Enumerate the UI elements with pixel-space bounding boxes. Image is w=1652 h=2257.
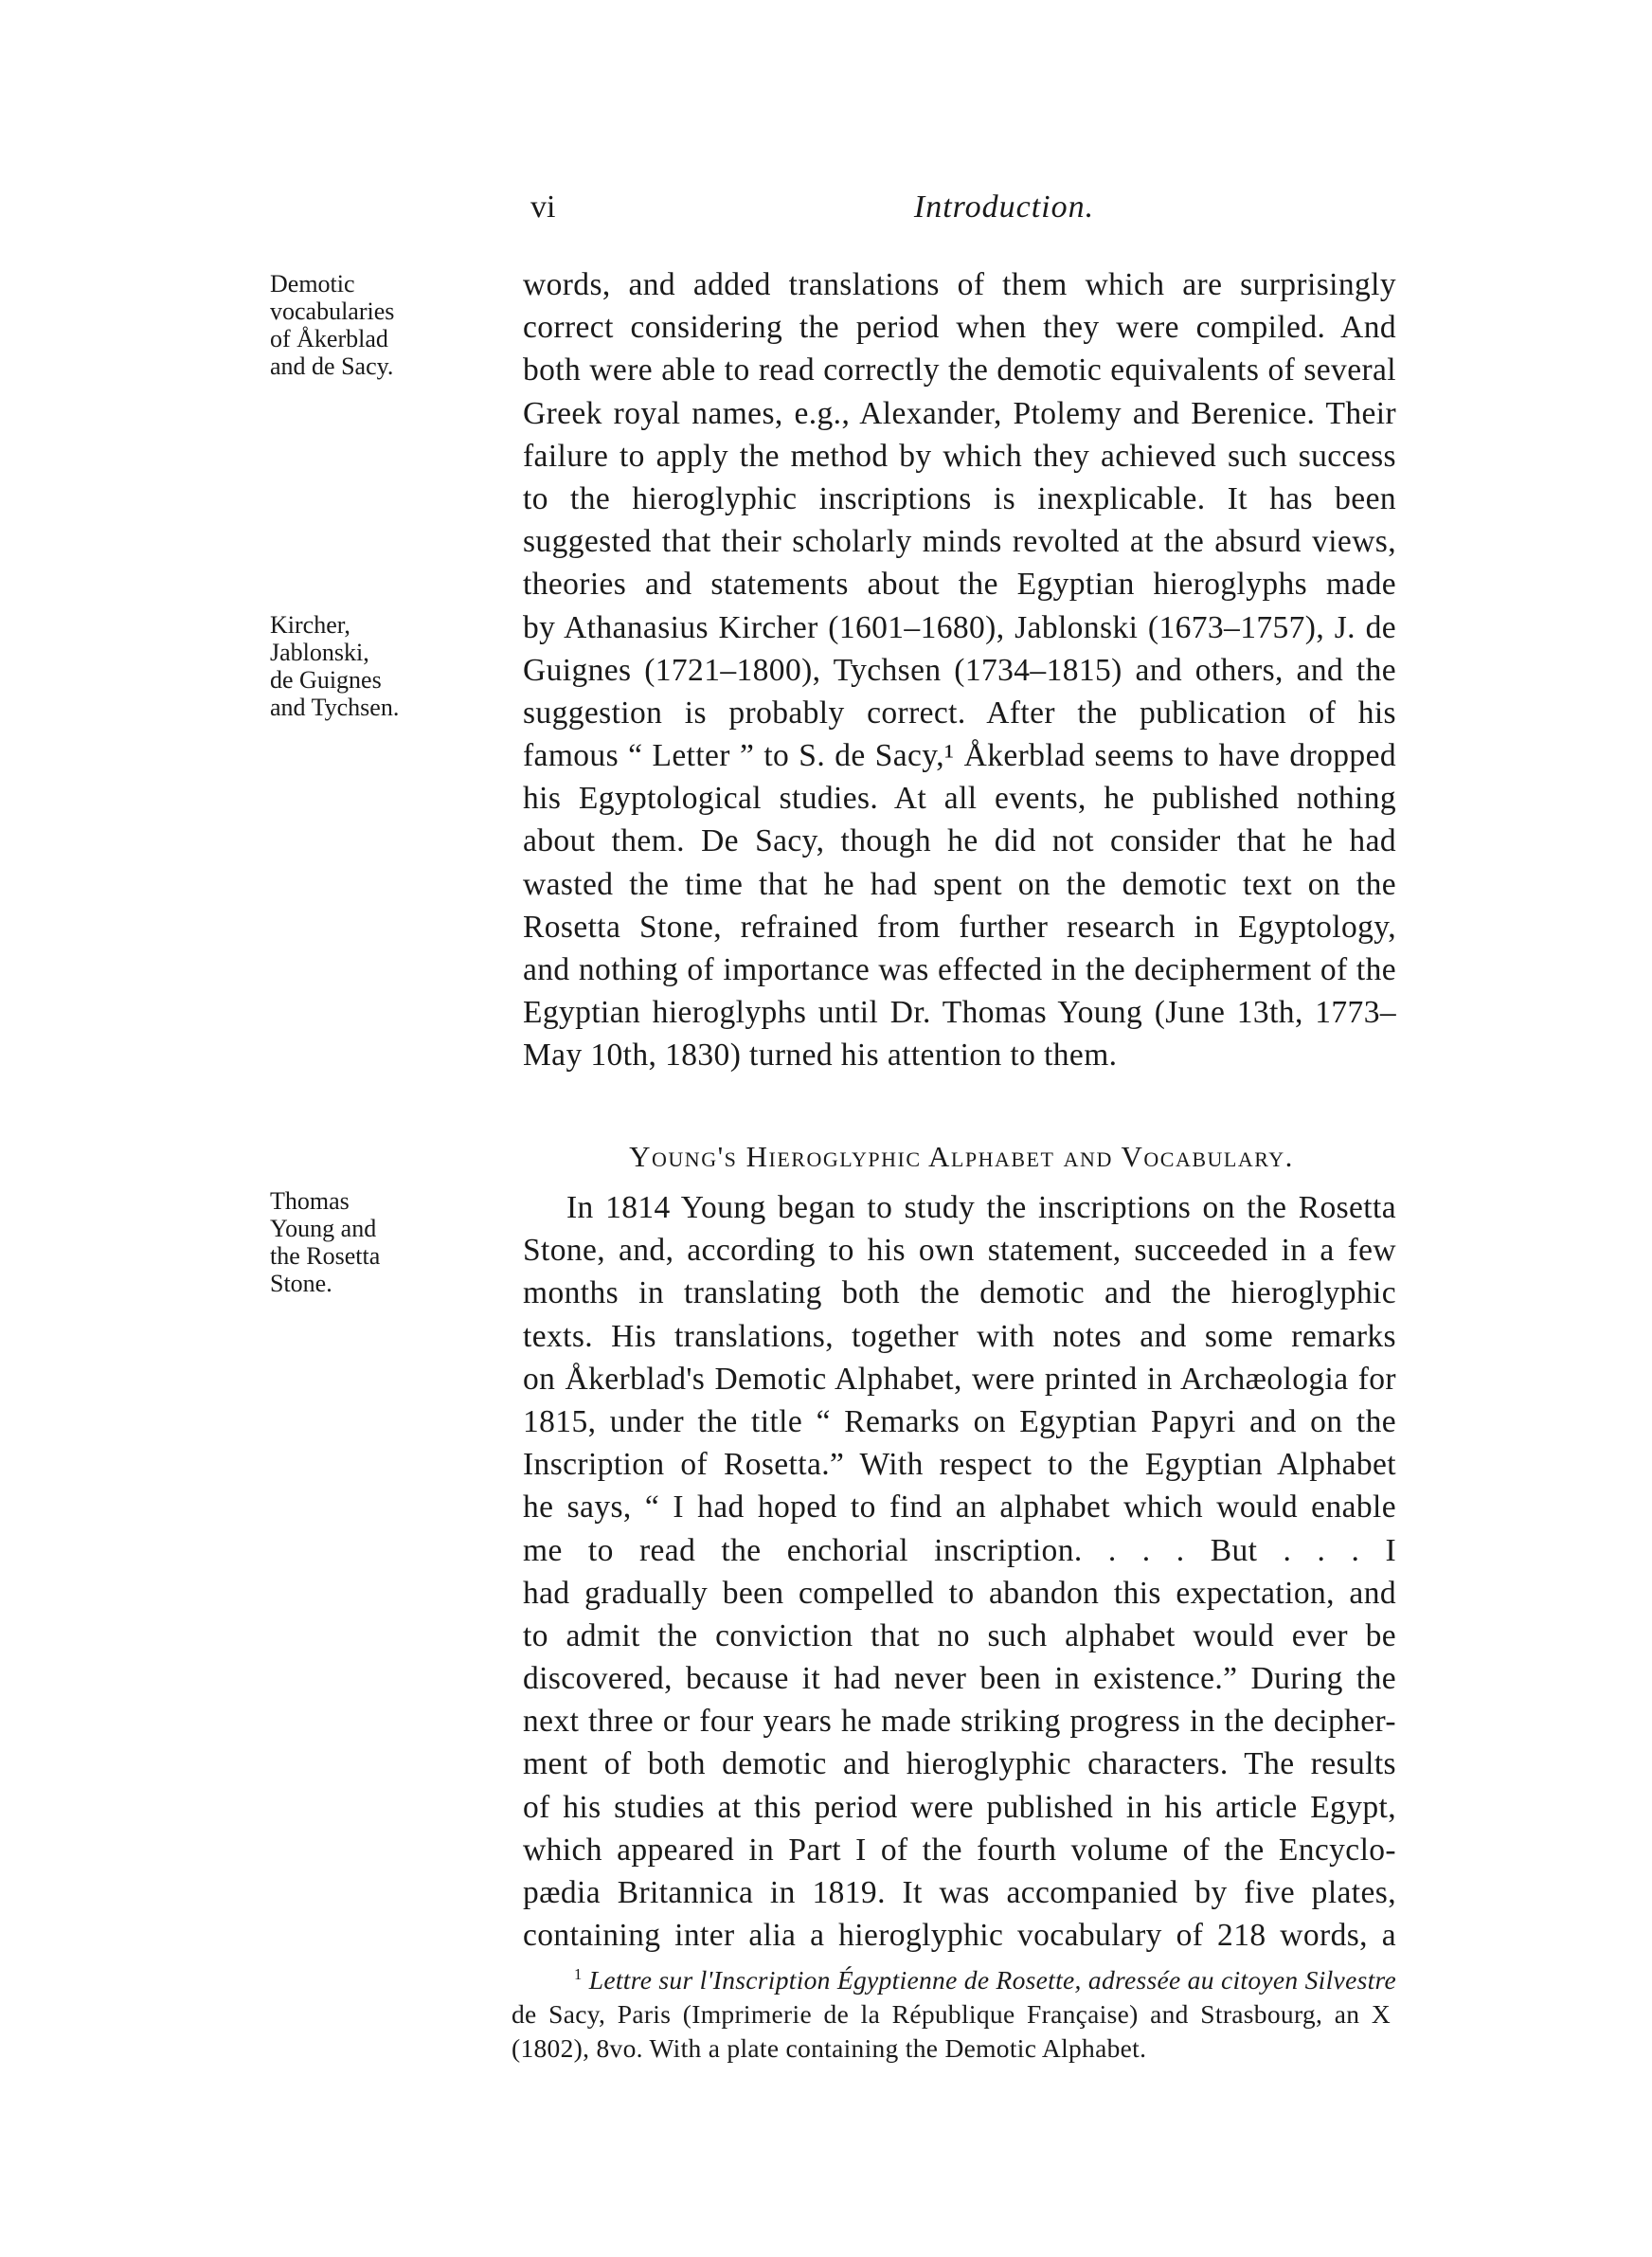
text-line: containing inter alia a hieroglyphic vocabulary of 218 words, a (523, 1918, 1396, 1954)
section-heading: Young's Hieroglyphic Alphabet and Vocabulary. (629, 1140, 1294, 1173)
margin-note-line: Jablonski, (270, 639, 369, 666)
text-line: texts. His translations, together with notes and some remarks (523, 1318, 1396, 1354)
text-line: failure to apply the method by which they achieved such success (523, 438, 1396, 474)
text-line: Stone, and, according to his own statement, succeeded in a few (523, 1233, 1396, 1269)
margin-note-thomas-young (270, 1187, 497, 1297)
text-line: suggestion is probably correct. After the publication of his (523, 695, 1396, 731)
text-line: by Athanasius Kircher (1601–1680), Jablonski (1673–1757), J. de (523, 609, 1396, 645)
running-head (530, 190, 1383, 237)
body-paragraph-2 (523, 1186, 1396, 1957)
text-line: famous “ Letter ” to S. de Sacy,¹ Åkerblad seems to have dropped (523, 738, 1396, 774)
text-line: Inscription of Rosetta.” With respect to the Egyptian Alphabet (523, 1447, 1396, 1483)
text-line: months in translating both the demotic and the hieroglyphic (523, 1275, 1396, 1311)
footnote-marker: 1 (574, 1964, 583, 1983)
text-line: Guignes (1721–1800), Tychsen (1734–1815) and others, and the (523, 652, 1396, 688)
text-line: discovered, because it had never been in existence.” During the (523, 1661, 1396, 1697)
text-line: to admit the conviction that no such alphabet would ever be (523, 1617, 1396, 1653)
text-line: on Åkerblad's Demotic Alphabet, were printed in Archæologia for (523, 1361, 1396, 1397)
body-paragraph-1 (523, 263, 1396, 1077)
running-title: Introduction. (913, 190, 1095, 225)
text-line: theories and statements about the Egyptian hieroglyphs made (523, 567, 1396, 603)
text-line: ment of both demotic and hieroglyphic characters. The results (523, 1746, 1396, 1782)
text-line: May 10th, 1830) turned his attention to them. (523, 1038, 1118, 1074)
text-line: wasted the time that he had spent on the demotic text on the (523, 866, 1396, 902)
margin-note-kircher (270, 611, 497, 721)
text-line: which appeared in Part I of the fourth volume of the Encyclo- (523, 1832, 1396, 1868)
text-line: to the hieroglyphic inscriptions is inexplicable. It has been (523, 480, 1396, 516)
text-line: me to read the enchorial inscription. . . . But . . . I (523, 1532, 1396, 1568)
text-line: Greek royal names, e.g., Alexander, Ptolemy and Berenice. Their (523, 395, 1396, 431)
margin-note-line: Demotic (270, 270, 355, 298)
margin-note-line: vocabularies (270, 298, 395, 325)
margin-note-line: Young and (270, 1215, 377, 1242)
text-line: 1815, under the title “ Remarks on Egyptian Papyri and on the (523, 1403, 1396, 1439)
text-line: In 1814 Young began to study the inscriptions on the Rosetta (566, 1190, 1396, 1225)
text-line: Egyptian hieroglyphs until Dr. Thomas Young (June 13th, 1773– (523, 995, 1396, 1031)
footnote-text: Lettre sur l'Inscription Égyptienne de Rosette, adressée au citoyen Silvestre (588, 1965, 1396, 1995)
margin-note-line: de Guignes (270, 666, 382, 694)
page-number: vi (530, 190, 556, 225)
margin-note-line: and Tychsen. (270, 694, 400, 721)
text-line: correct considering the period when they were compiled. And (523, 310, 1396, 346)
margin-note-line: the Rosetta (270, 1242, 381, 1270)
margin-note-line: Stone. (270, 1270, 332, 1297)
text-line: and nothing of importance was effected in the decipherment of the (523, 952, 1396, 987)
text-line: had gradually been compelled to abandon this expectation, and (523, 1575, 1396, 1611)
text-line: both were able to read correctly the demotic equivalents of several (523, 352, 1396, 388)
footnote-line: de Sacy, Paris (Imprimerie de la République Française) and Strasbourg, an X (512, 1999, 1391, 2029)
text-line: next three or four years he made striking progress in the decipher- (523, 1704, 1396, 1740)
text-line: suggested that their scholarly minds revolted at the absurd views, (523, 524, 1396, 560)
footnote-line (512, 1963, 1396, 1997)
footnote-line: (1802), 8vo. With a plate containing the Demotic Alphabet. (512, 2033, 1147, 2063)
text-line: words, and added translations of them which are surprisingly (523, 267, 1396, 302)
margin-note-line: of Åkerblad (270, 325, 388, 352)
text-line: pædia Britannica in 1819. It was accompanied by five plates, (523, 1875, 1396, 1910)
text-line: of his studies at this period were published in his article Egypt, (523, 1789, 1396, 1825)
margin-note-demotic-vocabularies (270, 270, 497, 380)
margin-note-line: and de Sacy. (270, 352, 394, 380)
margin-note-line: Thomas (270, 1187, 350, 1215)
margin-note-line: Kircher, (270, 611, 350, 639)
text-line: he says, “ I had hoped to find an alphabet which would enable (523, 1490, 1396, 1526)
footnote (512, 1963, 1396, 2066)
text-line: his Egyptological studies. At all events, he published nothing (523, 781, 1396, 817)
text-line: Rosetta Stone, refrained from further research in Egyptology, (523, 909, 1396, 945)
text-line: about them. De Sacy, though he did not consider that he had (523, 823, 1396, 859)
